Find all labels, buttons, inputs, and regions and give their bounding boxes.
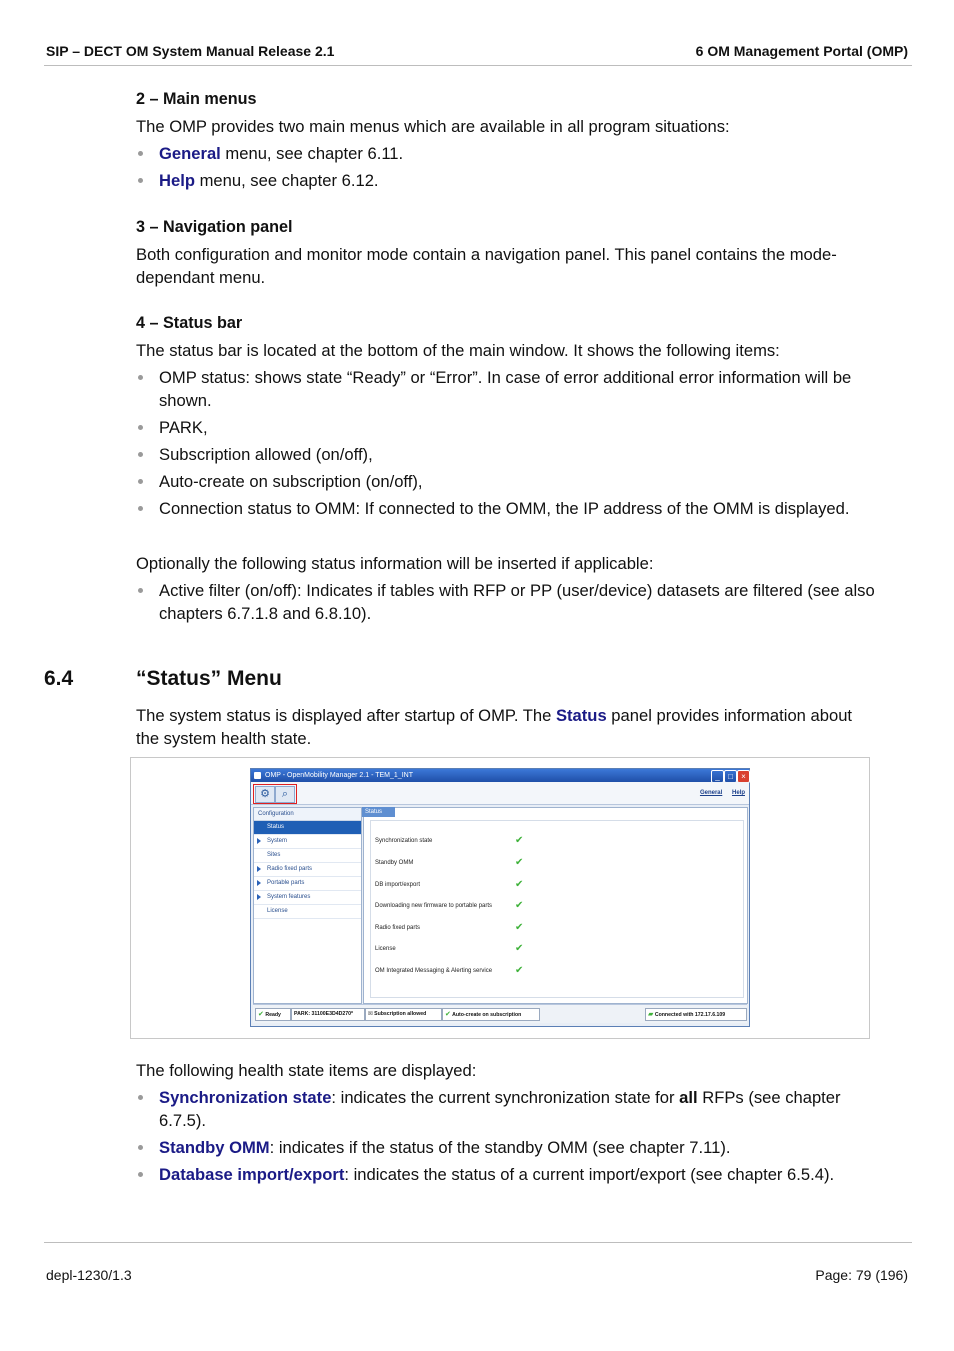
status-ready-label: Ready: [265, 1012, 281, 1018]
keyword-status: Status: [555, 706, 607, 725]
status-row: [375, 965, 524, 977]
section-title: “Status” Menu: [136, 667, 282, 690]
list-item-text: menu, see chapter 6.11.: [220, 144, 404, 163]
status-autocreate-label: Auto-create on subscription: [452, 1012, 522, 1018]
status-row: [375, 922, 524, 934]
list-item: [136, 142, 876, 165]
nav-item-label: Status: [267, 824, 285, 830]
checkmark-icon: ✔: [515, 965, 524, 976]
menu-help[interactable]: Help: [731, 790, 745, 796]
nav-item-status[interactable]: [254, 821, 361, 835]
list-item: Connection status to OMM: If connected to the OMM, the IP address of the OMM is displayed.: [136, 497, 876, 520]
list-item-text: : indicates the status of a current import/export (see chapter 6.5.4).: [344, 1165, 835, 1184]
nav-item-label: Sites: [267, 852, 281, 858]
expand-triangle-icon[interactable]: [257, 894, 261, 900]
status-row: [375, 900, 524, 912]
list-item: [136, 169, 876, 192]
section-intro: [136, 704, 876, 750]
status-row: [375, 857, 524, 869]
list-item: OMP status: shows state “Ready” or “Error”. In case of error additional error information will be shown.: [136, 366, 876, 412]
health-intro: The following health state items are displayed:: [136, 1061, 477, 1080]
status-row-label: DB import/export: [375, 882, 421, 888]
status-row: [375, 835, 524, 847]
status-row: [375, 879, 524, 891]
nav-item-radio-fixed-parts[interactable]: [254, 863, 361, 877]
status-row-label: Synchronization state: [375, 838, 433, 844]
intro-text-b: panel provides information about the system health state.: [136, 706, 853, 748]
status-row-label: License: [375, 946, 396, 952]
keyword-standby-omm: Standby OMM: [159, 1138, 270, 1157]
status-subscription-label: Subscription allowed: [374, 1011, 427, 1017]
status-park: PARK: 31100E3D4D270*: [291, 1008, 365, 1021]
status-row: [375, 943, 524, 955]
menu-general[interactable]: General: [699, 790, 723, 796]
expand-triangle-icon[interactable]: [257, 838, 261, 844]
checkmark-icon: ✔: [515, 857, 524, 868]
nav-item-system[interactable]: [254, 835, 361, 849]
nav-header[interactable]: Configuration: [254, 808, 361, 821]
list-item: Active filter (on/off): Indicates if tables with RFP or PP (user/device) datasets are filtered (see also chapters 6.7.1.8 and 6.8.10).: [136, 579, 876, 625]
keyword-help: Help: [159, 171, 195, 190]
main-menus: [692, 790, 745, 796]
status-connection: [645, 1008, 747, 1021]
nav-item-sites[interactable]: [254, 849, 361, 863]
window-titlebar: [251, 769, 749, 782]
list-item-text: RFPs (see chapter 6.7.5).: [159, 1088, 841, 1130]
checkmark-icon: ✔: [515, 943, 524, 954]
checkmark-icon: ✔: [258, 1011, 264, 1018]
subheading-main-menus: 2 – Main menus: [136, 90, 257, 108]
subheading-navigation-panel: 3 – Navigation panel: [136, 218, 293, 236]
subheading-status-bar: 4 – Status bar: [136, 314, 243, 332]
status-bar-optional-intro: Optionally the following status information will be inserted if applicable:: [136, 554, 654, 573]
status-bar-optional-list: [136, 579, 876, 629]
navigation-panel: [253, 807, 362, 1004]
list-item: PARK,: [136, 416, 876, 439]
main-menus-list: [136, 142, 876, 196]
status-bar-list: [136, 366, 876, 524]
status-bar-intro: The status bar is located at the bottom of the main window. It shows the following items:: [136, 341, 780, 360]
health-list: [136, 1086, 876, 1190]
toolbar: [251, 782, 749, 805]
close-icon[interactable]: ×: [737, 770, 750, 783]
nav-item-label: System: [267, 838, 288, 844]
list-item: Auto-create on subscription (on/off),: [136, 470, 876, 493]
status-autocreate: [442, 1008, 540, 1021]
nav-item-label: System features: [267, 894, 311, 900]
nav-item-portable-parts[interactable]: [254, 877, 361, 891]
status-list: [370, 820, 744, 998]
emphasis-all: all: [679, 1088, 698, 1107]
status-panel: [363, 807, 748, 1004]
nav-item-license[interactable]: [254, 905, 361, 919]
keyword-database-import-export: Database import/export: [159, 1165, 345, 1184]
status-row-label: Radio fixed parts: [375, 925, 421, 931]
header-document-title: SIP – DECT OM System Manual Release 2.1: [46, 43, 335, 59]
list-item: [136, 1163, 876, 1186]
header-chapter-title: 6 OM Management Portal (OMP): [695, 43, 908, 59]
list-item: [136, 1086, 876, 1132]
page-header: [44, 43, 912, 66]
maximize-icon[interactable]: □: [724, 770, 737, 783]
list-item: [136, 1136, 876, 1159]
window-statusbar: [253, 1004, 747, 1023]
checkmark-icon: ✔: [515, 879, 524, 890]
checkmark-icon: ✔: [515, 922, 524, 933]
nav-item-label: Portable parts: [267, 880, 305, 886]
list-item-text: : indicates if the status of the standby OMM (see chapter 7.11).: [269, 1138, 731, 1157]
list-item-text: menu, see chapter 6.12.: [194, 171, 379, 190]
keyword-synchronization-state: Synchronization state: [159, 1088, 332, 1107]
navigation-panel-text: Both configuration and monitor mode contain a navigation panel. This panel contains the mode-dependant menu.: [136, 245, 837, 287]
magnifier-icon[interactable]: ⌕: [275, 786, 295, 803]
checkmark-icon: ✔: [515, 835, 524, 846]
list-item-text: : indicates the current synchronization state for: [331, 1088, 680, 1107]
checkmark-icon: ✔: [445, 1011, 451, 1018]
main-menus-intro: The OMP provides two main menus which are available in all program situations:: [136, 117, 730, 136]
screenshot-frame: [130, 757, 870, 1039]
gear-icon[interactable]: ⚙: [255, 786, 275, 803]
footer-page-number: Page: 79 (196): [815, 1267, 908, 1283]
status-row-label: Standby OMM: [375, 860, 414, 866]
nav-item-label: License: [267, 908, 288, 914]
checkbox-icon: ☒: [368, 1011, 373, 1017]
expand-triangle-icon[interactable]: [257, 880, 261, 886]
tab-status[interactable]: Status: [362, 807, 395, 817]
omp-window: [250, 768, 750, 1027]
mode-buttons: [253, 784, 297, 804]
minimize-icon[interactable]: _: [711, 770, 724, 783]
section-number: 6.4: [44, 667, 74, 690]
connected-icon: ▰: [648, 1011, 654, 1018]
status-connection-label: Connected with 172.17.6.109: [654, 1012, 726, 1018]
nav-item-system-features[interactable]: [254, 891, 361, 905]
status-row-label: Downloading new firmware to portable parts: [375, 903, 493, 909]
status-row-label: OM Integrated Messaging & Alerting service: [375, 968, 493, 974]
app-icon: [254, 772, 261, 779]
status-ready: [255, 1008, 291, 1021]
page-footer: [44, 1242, 912, 1283]
checkmark-icon: ✔: [515, 900, 524, 911]
intro-text-a: The system status is displayed after startup of OMP. The: [136, 706, 556, 725]
nav-item-label: Radio fixed parts: [267, 866, 313, 872]
footer-doc-id: depl-1230/1.3: [46, 1267, 132, 1283]
status-subscription: [365, 1008, 442, 1021]
list-item: Subscription allowed (on/off),: [136, 443, 876, 466]
expand-triangle-icon[interactable]: [257, 866, 261, 872]
keyword-general: General: [159, 144, 221, 163]
window-title: OMP - OpenMobility Manager 2.1 - TEM_1_INT: [265, 772, 413, 779]
